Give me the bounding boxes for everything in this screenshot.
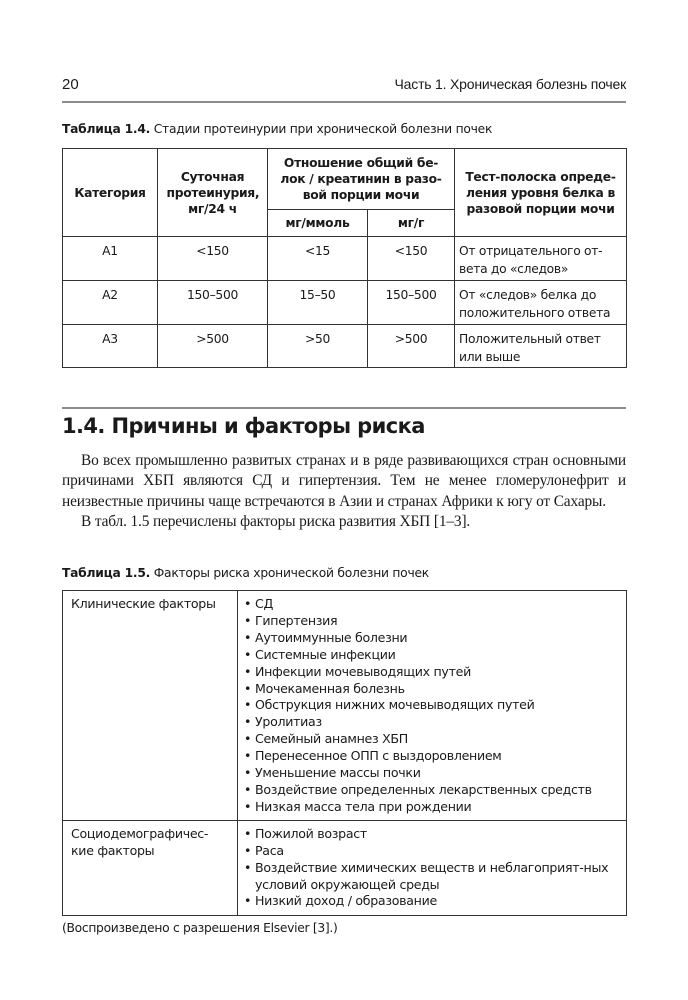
list-item: • Уролитиаз	[244, 714, 322, 730]
cell-mg-mmol: >50	[268, 325, 368, 368]
bullet-icon: •	[244, 596, 252, 611]
table-row	[63, 591, 627, 821]
cell-category: A2	[63, 281, 158, 325]
bullet-icon: •	[244, 663, 252, 679]
header-mg-g: мг/г	[368, 210, 455, 237]
header-mg-mmol: мг/ммоль	[268, 210, 368, 237]
header-daily-proteinuria: Суточная протеинурия, мг/24 ч	[158, 149, 268, 237]
caption-text: Стадии протеинурии при хронической болезни почек	[150, 122, 493, 136]
cell-factor-list	[238, 820, 627, 915]
list-item: • Воздействие химических веществ и неблагоприят-ных условий окружающей среды	[244, 859, 609, 892]
bullet-icon: •	[244, 646, 252, 662]
list-item: • Перенесенное ОПП с выздоровлением	[244, 748, 502, 764]
list-item: • Пожилой возраст	[244, 825, 367, 841]
list-item: • Низкий доход / образование	[244, 893, 437, 909]
bullet-icon: •	[244, 825, 252, 841]
section-rule	[62, 407, 626, 409]
cell-daily: <150	[158, 237, 268, 281]
body-text	[62, 451, 626, 533]
list-item: • Уменьшение массы почки	[244, 765, 421, 781]
risk-factors-table	[62, 590, 627, 916]
list-item: • Воздействие определенных лекарственных средств	[244, 781, 592, 797]
bullet-icon: •	[244, 731, 252, 747]
cell-mg-g: <150	[368, 237, 455, 281]
list-item: • Аутоиммунные болезни	[244, 629, 408, 645]
cell-category: A1	[63, 237, 158, 281]
cell-category: Социодемографичес-кие факторы	[63, 820, 238, 915]
caption-text: Факторы риска хронической болезни почек	[150, 566, 429, 580]
header-rule	[62, 101, 626, 103]
cell-daily: >500	[158, 325, 268, 368]
header-ratio: Отношение общий бе-лок / креатинин в разо-вой порции мочи	[268, 149, 455, 210]
list-item: • СД	[244, 596, 274, 611]
bullet-icon: •	[244, 798, 252, 814]
section-title: 1.4. Причины и факторы риска	[62, 414, 425, 438]
table-header-row	[63, 149, 627, 210]
list-item: • Низкая масса тела при рождении	[244, 798, 472, 814]
proteinuria-stages-table	[62, 148, 627, 368]
header-category: Категория	[63, 149, 158, 237]
cell-test-strip: Положительный ответ или выше	[455, 325, 627, 368]
bullet-icon: •	[244, 697, 252, 713]
cell-factor-list	[238, 591, 627, 821]
list-item: • Системные инфекции	[244, 646, 396, 662]
bullet-icon: •	[244, 893, 252, 909]
bullet-icon: •	[244, 680, 252, 696]
bullet-icon: •	[244, 612, 252, 628]
cell-test-strip: От «следов» белка до положительного ответа	[455, 281, 627, 325]
factor-list	[244, 826, 622, 911]
cell-mg-mmol: 15–50	[268, 281, 368, 325]
table-row	[63, 325, 627, 368]
bullet-icon: •	[244, 781, 252, 797]
cell-mg-g: 150–500	[368, 281, 455, 325]
list-item: • Обструкция нижних мочевыводящих путей	[244, 697, 535, 713]
paragraph: В табл. 1.5 перечислены факторы риска развития ХБП [1–3].	[81, 513, 471, 531]
list-item: • Раса	[244, 842, 284, 858]
page-number: 20	[62, 76, 79, 93]
table-1-5-caption	[62, 566, 429, 580]
factor-list	[244, 596, 622, 816]
header-test-strip: Тест-полоска опреде-ления уровня белка в разовой порции мочи	[455, 149, 627, 237]
running-head	[62, 76, 626, 98]
bullet-icon: •	[244, 714, 252, 730]
cell-category: A3	[63, 325, 158, 368]
table-row	[63, 281, 627, 325]
bullet-icon: •	[244, 629, 252, 645]
bullet-icon: •	[244, 748, 252, 764]
caption-label: Таблица 1.5.	[62, 566, 151, 580]
cell-daily: 150–500	[158, 281, 268, 325]
list-item: • Инфекции мочевыводящих путей	[244, 663, 471, 679]
list-item: • Семейный анамнез ХБП	[244, 731, 408, 747]
chapter-title: Часть 1. Хроническая болезнь почек	[394, 76, 626, 92]
table-1-4-caption	[62, 122, 492, 136]
bullet-icon: •	[244, 842, 252, 858]
bullet-icon: •	[244, 765, 252, 781]
list-item: • Мочекаменная болезнь	[244, 680, 405, 696]
table-row	[63, 820, 627, 915]
table-row	[63, 237, 627, 281]
cell-mg-mmol: <15	[268, 237, 368, 281]
bullet-icon: •	[244, 859, 252, 875]
cell-test-strip: От отрицательного от-вета до «следов»	[455, 237, 627, 281]
paragraph: Во всех промышленно развитых странах и в ряде развивающихся стран основными причинами ХБП являются СД и гипертензия. Тем не менее гломерулонефрит и неизвестные причины чаще встречаются в Азии и странах Африки к югу от Сахары.	[62, 452, 626, 510]
cell-mg-g: >500	[368, 325, 455, 368]
table-source-note: (Воспроизведено с разрешения Elsevier [3].)	[62, 921, 338, 935]
list-item: • Гипертензия	[244, 612, 338, 628]
caption-label: Таблица 1.4.	[62, 122, 151, 136]
cell-category: Клинические факторы	[63, 591, 238, 821]
